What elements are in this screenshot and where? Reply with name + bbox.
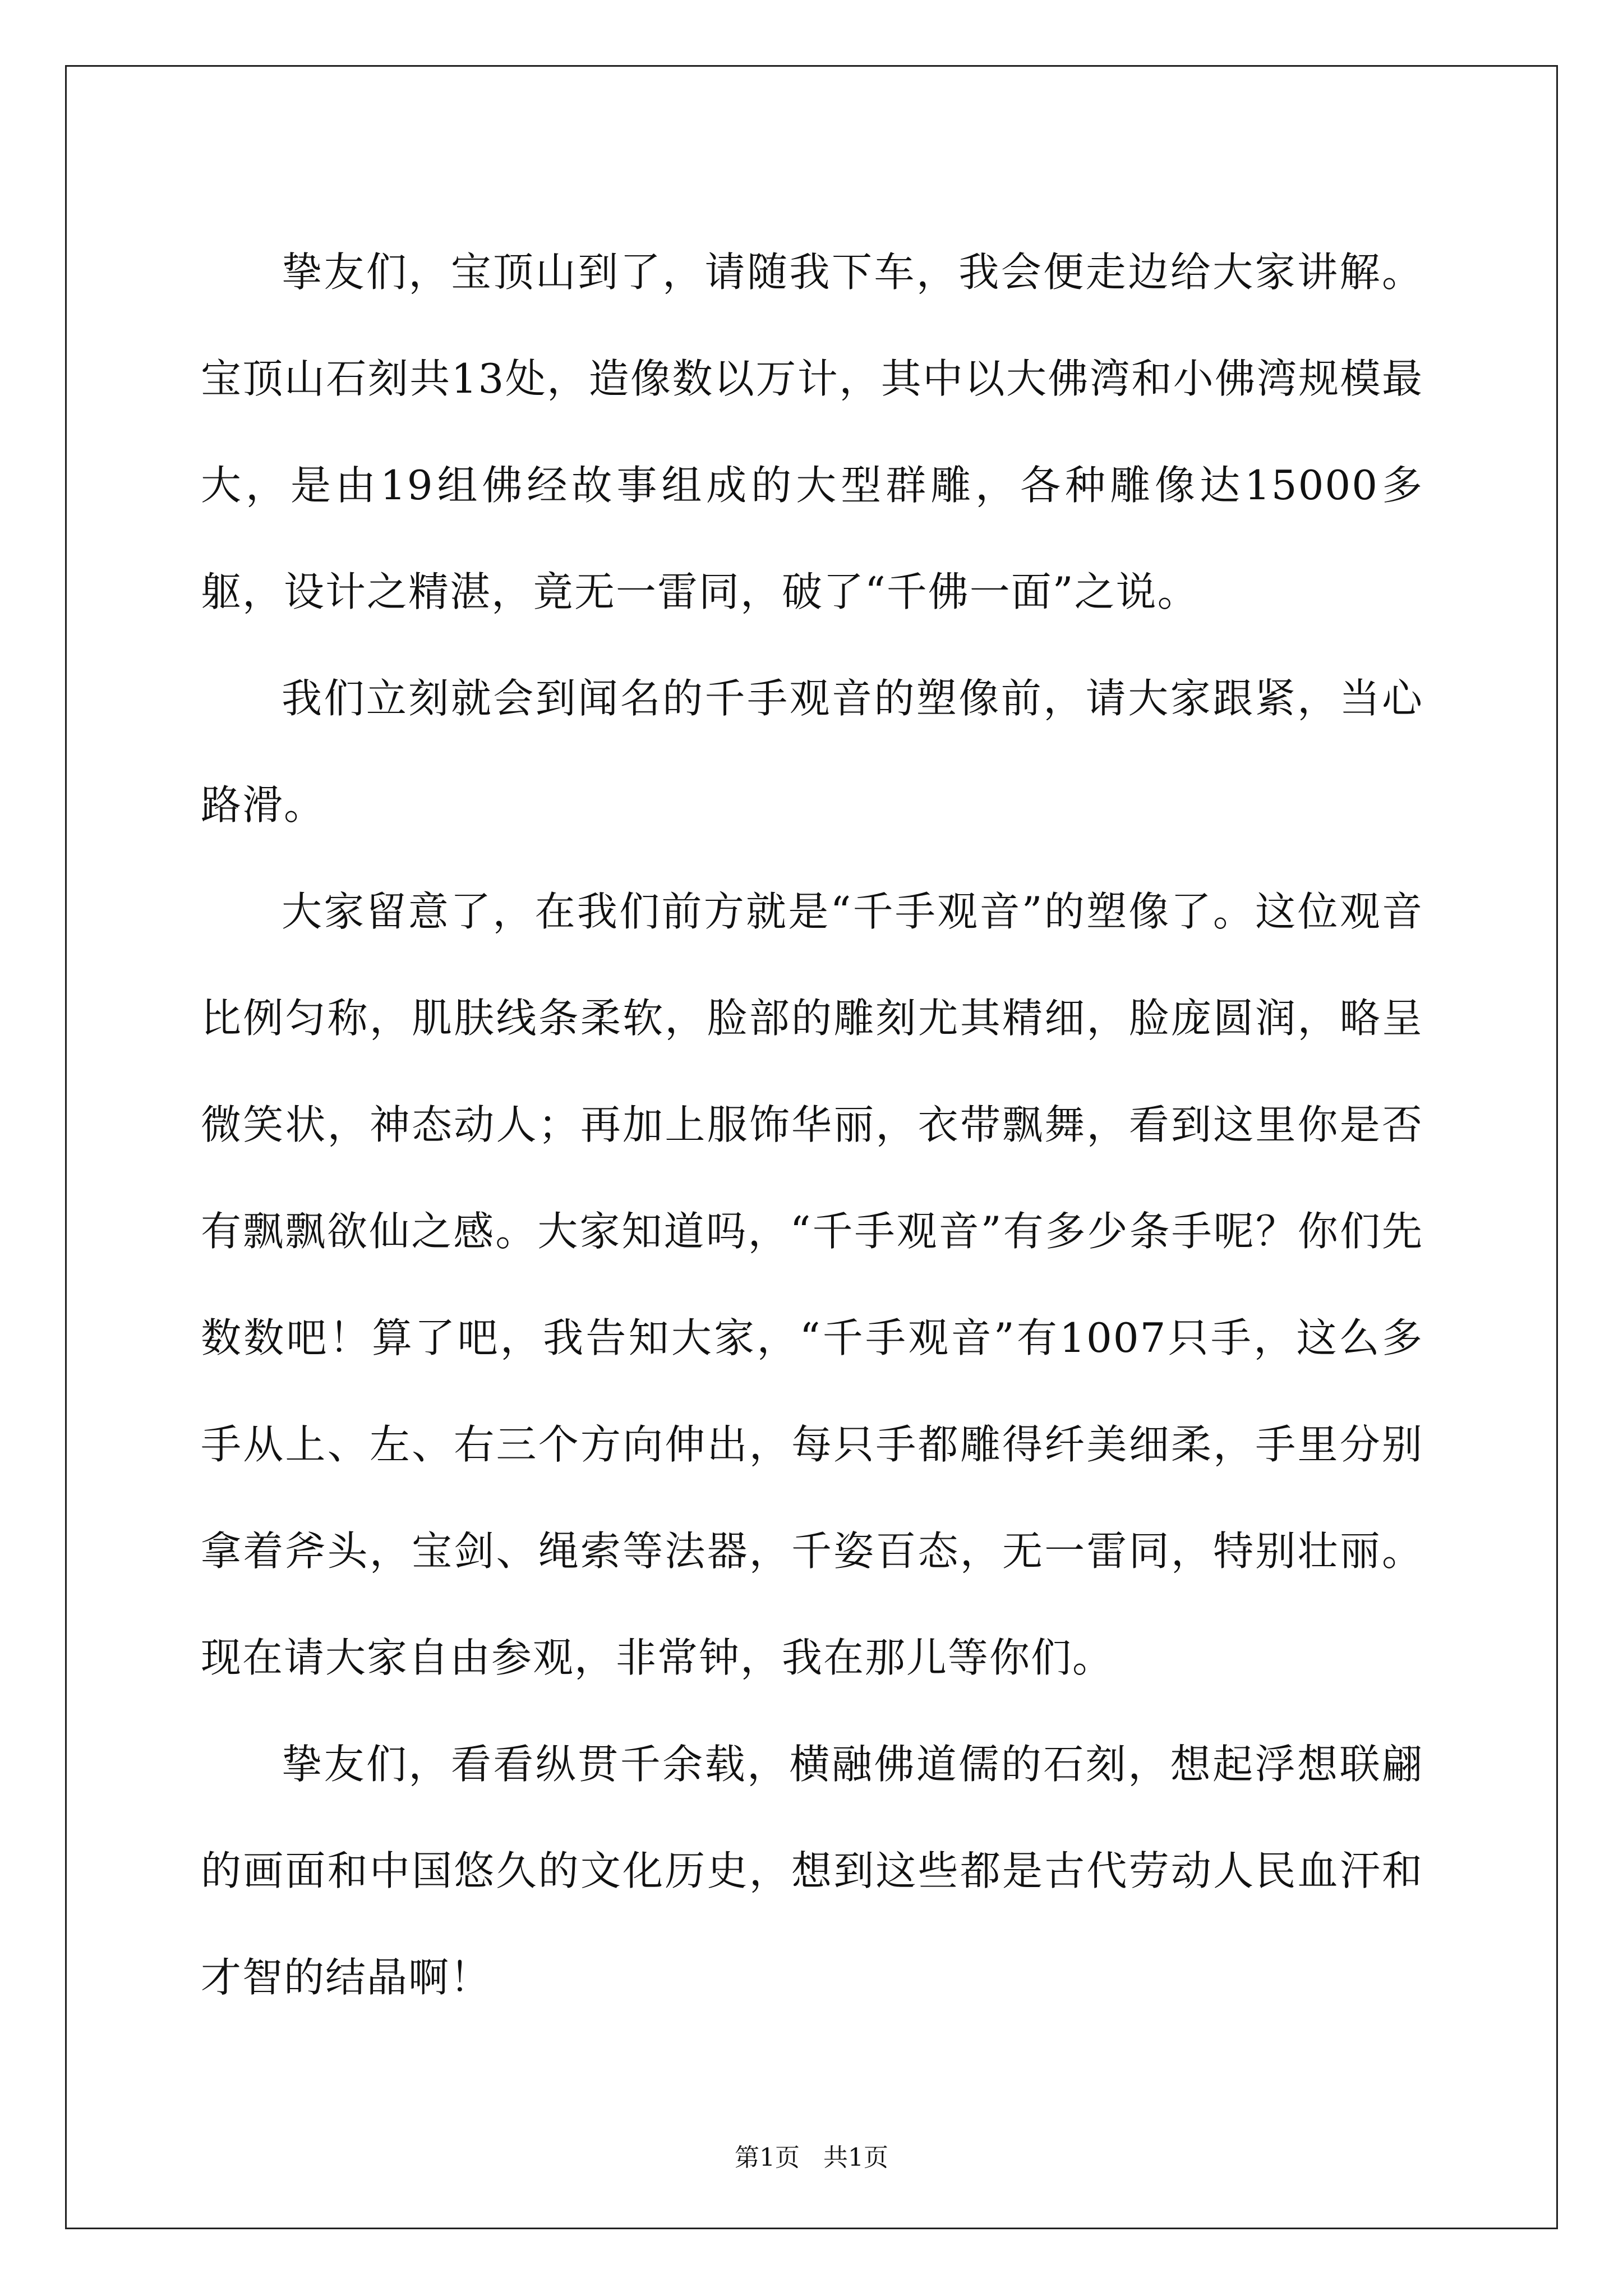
paragraph-3: 大家留意了，在我们前方就是“千手观音”的塑像了。这位观音比例匀称，肌肤线条柔软，脸部的雕刻尤其精细，脸庞圆润，略呈微笑状，神态动人；再加上服饰华丽，衣带飘舞，看到这里你是否有飘飘欲仙之感。大家知道吗，“千手观音”有多少条手呢？你们先数数吧！算了吧，我告知大家，“千手观音”有1007只手，这么多手从上、左、右三个方向伸出，每只手都雕得纤美细柔，手里分别拿着斧头，宝剑、绳索等法器，千姿百态，无一雷同，特别壮丽。现在请大家自由参观，非常钟，我在那儿等你们。	[201, 888, 1423, 1681]
page-footer	[0, 2137, 1623, 2173]
footer-separator	[800, 2143, 823, 2172]
page-number: 第1页	[735, 2143, 800, 2172]
page-total: 共1页	[823, 2143, 888, 2172]
document-body	[201, 219, 1423, 2031]
paragraph-1: 挚友们，宝顶山到了，请随我下车，我会便走边给大家讲解。宝顶山石刻共13处，造像数以万计，其中以大佛湾和小佛湾规模最大，是由19组佛经故事组成的大型群雕，各种雕像达15000多躯，设计之精湛，竟无一雷同，破了“千佛一面”之说。	[201, 249, 1423, 615]
paragraph-2: 我们立刻就会到闻名的千手观音的塑像前，请大家跟紧，当心路滑。	[201, 675, 1423, 829]
paragraph-4: 挚友们，看看纵贯千余载，横融佛道儒的石刻，想起浮想联翩的画面和中国悠久的文化历史，想到这些都是古代劳动人民血汗和才智的结晶啊！	[201, 1741, 1423, 2001]
